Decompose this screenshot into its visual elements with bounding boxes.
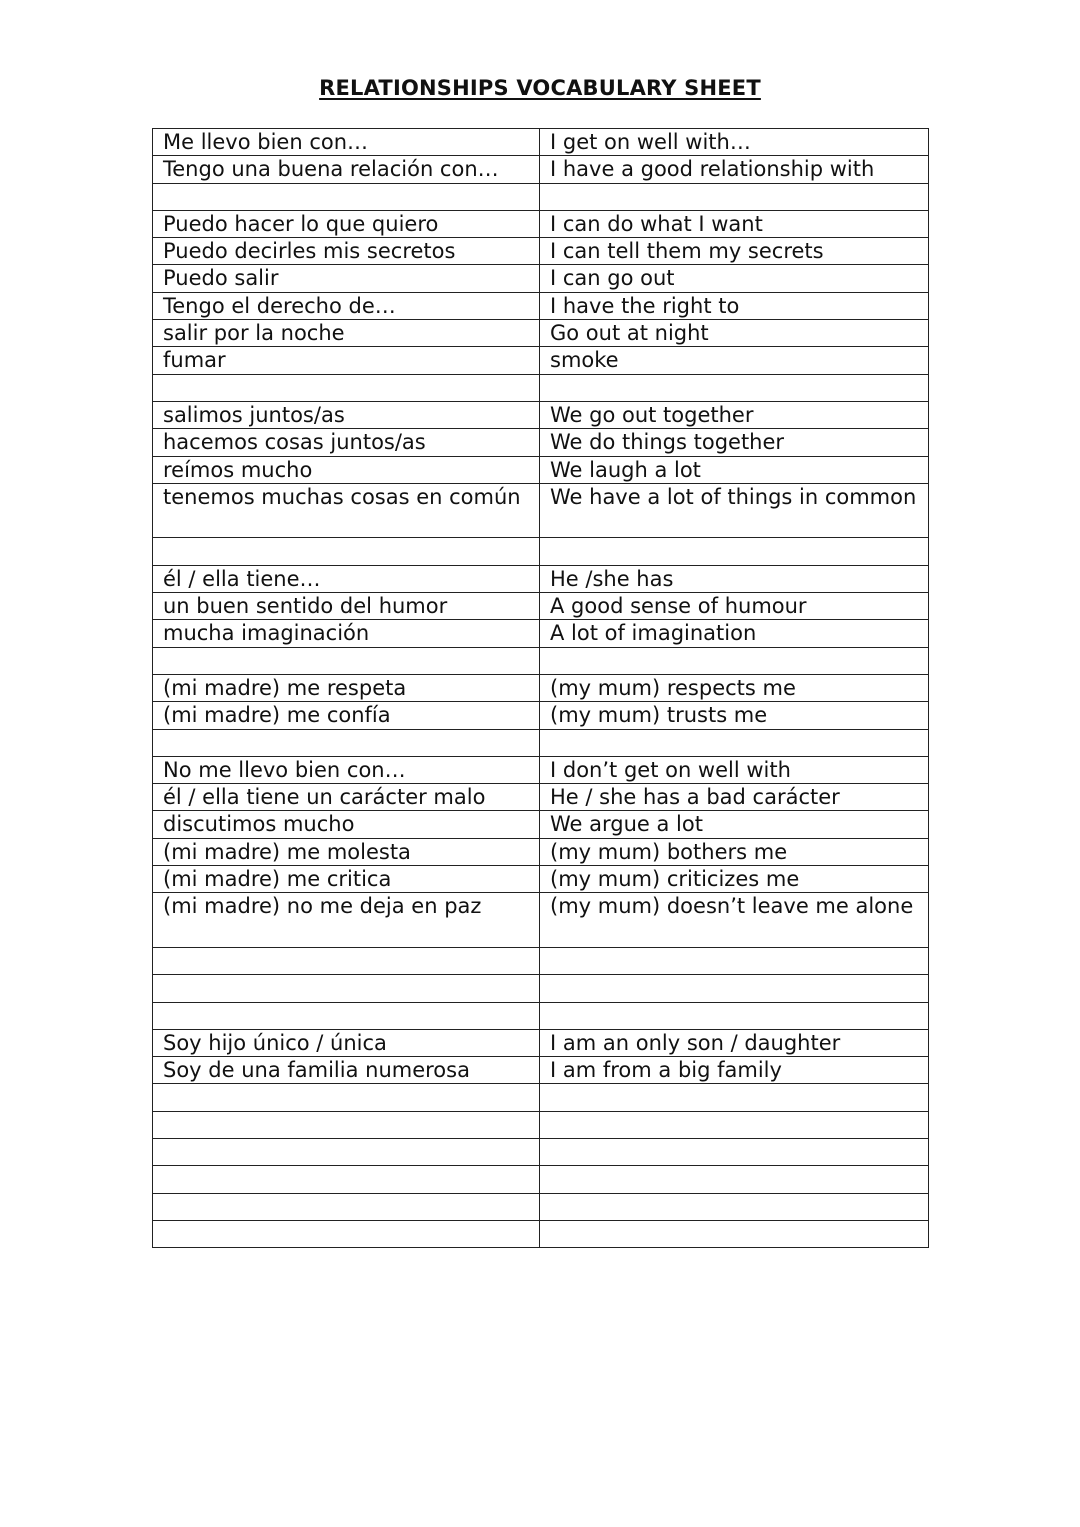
table-row (153, 838, 929, 865)
english-translation-cell (540, 975, 929, 1002)
table-row (153, 893, 929, 948)
spanish-phrase-cell: Tengo una buena relación con… (153, 156, 540, 183)
table-row (153, 1002, 929, 1029)
vocabulary-table-body (153, 129, 929, 1248)
spanish-phrase-cell: reímos mucho (153, 456, 540, 483)
english-translation-cell: Go out at night (540, 320, 929, 347)
spanish-phrase-cell: Me llevo bien con… (153, 129, 540, 156)
spanish-phrase-cell: él / ella tiene un carácter malo (153, 784, 540, 811)
table-row (153, 1166, 929, 1193)
table-row (153, 620, 929, 647)
spanish-phrase-cell: (mi madre) me critica (153, 866, 540, 893)
spanish-phrase-cell: salir por la noche (153, 320, 540, 347)
spanish-phrase-cell: (mi madre) me molesta (153, 838, 540, 865)
spanish-phrase-cell: Soy de una familia numerosa (153, 1057, 540, 1084)
english-translation-cell (540, 647, 929, 674)
spanish-phrase-cell (153, 1084, 540, 1111)
english-translation-cell (540, 729, 929, 756)
english-translation-cell: (my mum) bothers me (540, 838, 929, 865)
spanish-phrase-cell: Puedo decirles mis secretos (153, 238, 540, 265)
english-translation-cell: He /she has (540, 565, 929, 592)
table-row (153, 729, 929, 756)
table-row (153, 1220, 929, 1247)
table-row (153, 702, 929, 729)
table-row (153, 1111, 929, 1138)
english-translation-cell: A lot of imagination (540, 620, 929, 647)
spanish-phrase-cell (153, 183, 540, 210)
table-row (153, 674, 929, 701)
table-row (153, 756, 929, 783)
spanish-phrase-cell (153, 1111, 540, 1138)
english-translation-cell: We laugh a lot (540, 456, 929, 483)
table-row (153, 565, 929, 592)
english-translation-cell: I don’t get on well with (540, 756, 929, 783)
table-row (153, 1193, 929, 1220)
spanish-phrase-cell (153, 1193, 540, 1220)
spanish-phrase-cell: No me llevo bien con… (153, 756, 540, 783)
table-row (153, 538, 929, 565)
table-row (153, 238, 929, 265)
table-row (153, 401, 929, 428)
table-row (153, 429, 929, 456)
spanish-phrase-cell: discutimos mucho (153, 811, 540, 838)
english-translation-cell: A good sense of humour (540, 593, 929, 620)
english-translation-cell (540, 374, 929, 401)
english-translation-cell: He / she has a bad carácter (540, 784, 929, 811)
spanish-phrase-cell (153, 538, 540, 565)
table-row (153, 784, 929, 811)
vocabulary-table (152, 128, 929, 1248)
spanish-phrase-cell (153, 647, 540, 674)
english-translation-cell: (my mum) respects me (540, 674, 929, 701)
spanish-phrase-cell: él / ella tiene… (153, 565, 540, 592)
english-translation-cell: We argue a lot (540, 811, 929, 838)
spanish-phrase-cell (153, 1166, 540, 1193)
table-row (153, 292, 929, 319)
english-translation-cell (540, 538, 929, 565)
english-translation-cell (540, 1002, 929, 1029)
english-translation-cell: We do things together (540, 429, 929, 456)
table-row (153, 320, 929, 347)
table-row (153, 593, 929, 620)
spanish-phrase-cell: fumar (153, 347, 540, 374)
spanish-phrase-cell (153, 729, 540, 756)
english-translation-cell: I am from a big family (540, 1057, 929, 1084)
spanish-phrase-cell: mucha imaginación (153, 620, 540, 647)
table-row (153, 183, 929, 210)
table-row (153, 811, 929, 838)
table-row (153, 210, 929, 237)
english-translation-cell (540, 1220, 929, 1247)
table-row (153, 647, 929, 674)
spanish-phrase-cell: Tengo el derecho de… (153, 292, 540, 319)
spanish-phrase-cell (153, 1002, 540, 1029)
english-translation-cell (540, 1193, 929, 1220)
table-row (153, 1029, 929, 1056)
table-row (153, 1084, 929, 1111)
table-row (153, 129, 929, 156)
spanish-phrase-cell (153, 1220, 540, 1247)
english-translation-cell: I can do what I want (540, 210, 929, 237)
english-translation-cell (540, 1138, 929, 1165)
spanish-phrase-cell (153, 374, 540, 401)
spanish-phrase-cell: (mi madre) me confía (153, 702, 540, 729)
english-translation-cell: (my mum) doesn’t leave me alone (540, 893, 929, 948)
spanish-phrase-cell: hacemos cosas juntos/as (153, 429, 540, 456)
english-translation-cell: (my mum) criticizes me (540, 866, 929, 893)
spanish-phrase-cell: (mi madre) no me deja en paz (153, 893, 540, 948)
spanish-phrase-cell: salimos juntos/as (153, 401, 540, 428)
english-translation-cell: I have the right to (540, 292, 929, 319)
english-translation-cell (540, 1111, 929, 1138)
table-row (153, 1057, 929, 1084)
english-translation-cell (540, 1166, 929, 1193)
spanish-phrase-cell: tenemos muchas cosas en común (153, 483, 540, 538)
table-row (153, 975, 929, 1002)
table-row (153, 866, 929, 893)
table-row (153, 347, 929, 374)
table-row (153, 374, 929, 401)
table-row (153, 483, 929, 538)
english-translation-cell: I have a good relationship with (540, 156, 929, 183)
english-translation-cell: I get on well with… (540, 129, 929, 156)
table-row (153, 1138, 929, 1165)
english-translation-cell (540, 183, 929, 210)
table-row (153, 947, 929, 974)
page-title: RELATIONSHIPS VOCABULARY SHEET (319, 76, 761, 100)
spanish-phrase-cell: Soy hijo único / única (153, 1029, 540, 1056)
english-translation-cell (540, 947, 929, 974)
english-translation-cell: We have a lot of things in common (540, 483, 929, 538)
spanish-phrase-cell (153, 947, 540, 974)
spanish-phrase-cell (153, 1138, 540, 1165)
english-translation-cell (540, 1084, 929, 1111)
english-translation-cell: (my mum) trusts me (540, 702, 929, 729)
english-translation-cell: I can go out (540, 265, 929, 292)
english-translation-cell: We go out together (540, 401, 929, 428)
english-translation-cell: I am an only son / daughter (540, 1029, 929, 1056)
table-row (153, 156, 929, 183)
english-translation-cell: I can tell them my secrets (540, 238, 929, 265)
spanish-phrase-cell: un buen sentido del humor (153, 593, 540, 620)
spanish-phrase-cell: Puedo salir (153, 265, 540, 292)
spanish-phrase-cell: (mi madre) me respeta (153, 674, 540, 701)
english-translation-cell: smoke (540, 347, 929, 374)
spanish-phrase-cell (153, 975, 540, 1002)
table-row (153, 265, 929, 292)
table-row (153, 456, 929, 483)
spanish-phrase-cell: Puedo hacer lo que quiero (153, 210, 540, 237)
